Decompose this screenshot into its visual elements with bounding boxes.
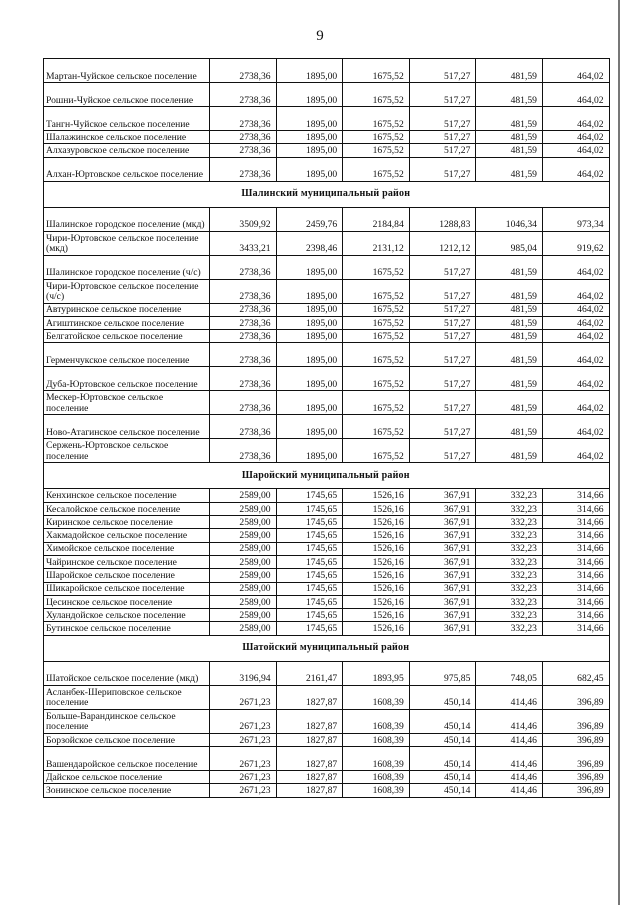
table-row xyxy=(44,661,610,685)
tariff-value-col2: 1745,65 xyxy=(276,529,343,542)
tariff-value-col5: 332,23 xyxy=(476,609,543,622)
tariff-value-col4: 517,27 xyxy=(409,157,476,181)
tariff-value-col1: 2738,36 xyxy=(210,83,277,107)
tariff-value-col3: 1675,52 xyxy=(343,316,410,329)
tariff-value-col1: 3196,94 xyxy=(210,661,277,685)
tariff-value-col5: 414,46 xyxy=(476,733,543,746)
tariff-value-col4: 517,27 xyxy=(409,316,476,329)
tariff-value-col1: 2671,23 xyxy=(210,709,277,733)
tariff-value-col2: 1895,00 xyxy=(276,316,343,329)
tariff-value-col6: 464,02 xyxy=(542,439,609,463)
tariff-value-col4: 367,91 xyxy=(409,542,476,555)
tariff-value-col1: 2589,00 xyxy=(210,555,277,568)
tariff-value-col6: 314,66 xyxy=(542,582,609,595)
tariff-value-col1: 2589,00 xyxy=(210,582,277,595)
tariff-value-col3: 1526,16 xyxy=(343,582,410,595)
tariff-value-col6: 464,02 xyxy=(542,279,609,303)
tariff-value-col6: 919,62 xyxy=(542,231,609,255)
tariff-value-col5: 481,59 xyxy=(476,157,543,181)
tariff-value-col3: 1893,95 xyxy=(343,661,410,685)
tariff-value-col4: 517,27 xyxy=(409,144,476,157)
tariff-value-col6: 314,66 xyxy=(542,609,609,622)
tariff-value-col3: 1526,16 xyxy=(343,542,410,555)
table-row xyxy=(44,771,610,784)
tariff-value-col1: 2671,23 xyxy=(210,733,277,746)
tariff-value-col1: 2738,36 xyxy=(210,107,277,131)
tariff-value-col6: 464,02 xyxy=(542,131,609,144)
tariff-value-col5: 748,05 xyxy=(476,661,543,685)
table-row xyxy=(44,391,610,415)
tariff-value-col1: 2738,36 xyxy=(210,330,277,343)
settlement-name: Зонинское сельское поселение xyxy=(44,784,210,797)
tariff-value-col4: 517,27 xyxy=(409,303,476,316)
tariff-table xyxy=(43,58,610,798)
tariff-value-col2: 1745,65 xyxy=(276,595,343,608)
table-row xyxy=(44,157,610,181)
settlement-name: Белгатойское сельское поселение xyxy=(44,330,210,343)
tariff-value-col5: 414,46 xyxy=(476,747,543,771)
table-row xyxy=(44,516,610,529)
tariff-value-col5: 481,59 xyxy=(476,391,543,415)
table-row xyxy=(44,255,610,279)
tariff-value-col1: 2671,23 xyxy=(210,747,277,771)
tariff-value-col6: 464,02 xyxy=(542,343,609,367)
tariff-value-col4: 517,27 xyxy=(409,367,476,391)
tariff-value-col6: 314,66 xyxy=(542,489,609,502)
tariff-value-col1: 2589,00 xyxy=(210,609,277,622)
settlement-name: Шикаройское сельское поселение xyxy=(44,582,210,595)
tariff-value-col4: 517,27 xyxy=(409,59,476,83)
tariff-value-col2: 1895,00 xyxy=(276,107,343,131)
tariff-value-col2: 2398,46 xyxy=(276,231,343,255)
tariff-value-col3: 1608,39 xyxy=(343,733,410,746)
settlement-name: Алхазуровское сельское поселение xyxy=(44,144,210,157)
tariff-value-col4: 975,85 xyxy=(409,661,476,685)
tariff-value-col4: 517,27 xyxy=(409,391,476,415)
tariff-value-col4: 450,14 xyxy=(409,771,476,784)
tariff-value-col1: 2589,00 xyxy=(210,622,277,635)
settlement-name: Тангн-Чуйское сельское поселение xyxy=(44,107,210,131)
table-row xyxy=(44,784,610,797)
tariff-value-col4: 367,91 xyxy=(409,529,476,542)
tariff-value-col5: 481,59 xyxy=(476,144,543,157)
tariff-value-col6: 314,66 xyxy=(542,516,609,529)
table-row xyxy=(44,502,610,515)
tariff-value-col3: 1608,39 xyxy=(343,784,410,797)
tariff-value-col1: 2738,36 xyxy=(210,391,277,415)
tariff-value-col3: 1526,16 xyxy=(343,569,410,582)
tariff-value-col3: 1608,39 xyxy=(343,685,410,709)
table-row xyxy=(44,747,610,771)
tariff-value-col5: 481,59 xyxy=(476,131,543,144)
table-row xyxy=(44,279,610,303)
table-row xyxy=(44,231,610,255)
tariff-value-col4: 367,91 xyxy=(409,609,476,622)
section-title: Шатойский муниципальный район xyxy=(44,635,610,661)
tariff-value-col1: 2738,36 xyxy=(210,131,277,144)
tariff-value-col4: 367,91 xyxy=(409,502,476,515)
tariff-value-col6: 464,02 xyxy=(542,144,609,157)
tariff-value-col4: 517,27 xyxy=(409,255,476,279)
tariff-value-col5: 481,59 xyxy=(476,343,543,367)
tariff-value-col3: 1608,39 xyxy=(343,771,410,784)
tariff-value-col2: 1895,00 xyxy=(276,83,343,107)
tariff-value-col1: 2738,36 xyxy=(210,367,277,391)
tariff-value-col4: 450,14 xyxy=(409,784,476,797)
tariff-value-col4: 517,27 xyxy=(409,439,476,463)
tariff-value-col2: 1895,00 xyxy=(276,131,343,144)
tariff-value-col1: 3509,92 xyxy=(210,207,277,231)
settlement-name: Шаройское сельское поселение xyxy=(44,569,210,582)
table-row xyxy=(44,144,610,157)
table-row xyxy=(44,622,610,635)
tariff-value-col6: 314,66 xyxy=(542,555,609,568)
settlement-name: Хакмадойское сельское поселение xyxy=(44,529,210,542)
table-row xyxy=(44,439,610,463)
tariff-value-col6: 396,89 xyxy=(542,685,609,709)
tariff-value-col5: 481,59 xyxy=(476,303,543,316)
settlement-name: Чири-Юртовское сельское поселение (ч/с) xyxy=(44,279,210,303)
tariff-value-col4: 517,27 xyxy=(409,107,476,131)
tariff-value-col4: 450,14 xyxy=(409,747,476,771)
tariff-value-col2: 1745,65 xyxy=(276,542,343,555)
tariff-value-col5: 481,59 xyxy=(476,59,543,83)
section-title: Шалинский муниципальный район xyxy=(44,181,610,207)
tariff-value-col5: 481,59 xyxy=(476,316,543,329)
tariff-value-col2: 1895,00 xyxy=(276,343,343,367)
tariff-value-col2: 1895,00 xyxy=(276,439,343,463)
tariff-value-col1: 2671,23 xyxy=(210,685,277,709)
tariff-value-col1: 2589,00 xyxy=(210,489,277,502)
tariff-value-col5: 332,23 xyxy=(476,542,543,555)
table-row xyxy=(44,131,610,144)
table-row xyxy=(44,367,610,391)
tariff-value-col6: 464,02 xyxy=(542,83,609,107)
tariff-value-col6: 396,89 xyxy=(542,771,609,784)
tariff-value-col1: 2738,36 xyxy=(210,59,277,83)
settlement-name: Сержень-Юртовское сельское поселение xyxy=(44,439,210,463)
tariff-value-col2: 1745,65 xyxy=(276,555,343,568)
tariff-value-col5: 481,59 xyxy=(476,415,543,439)
tariff-value-col5: 332,23 xyxy=(476,595,543,608)
tariff-value-col1: 2738,36 xyxy=(210,144,277,157)
settlement-name: Цесинское сельское поселение xyxy=(44,595,210,608)
tariff-value-col3: 1526,16 xyxy=(343,529,410,542)
settlement-name: Шатойское сельское поселение (мкд) xyxy=(44,661,210,685)
tariff-value-col6: 314,66 xyxy=(542,622,609,635)
tariff-value-col3: 1675,52 xyxy=(343,83,410,107)
tariff-value-col4: 367,91 xyxy=(409,595,476,608)
table-row xyxy=(44,709,610,733)
tariff-value-col6: 396,89 xyxy=(542,747,609,771)
tariff-value-col4: 450,14 xyxy=(409,733,476,746)
tariff-value-col2: 1895,00 xyxy=(276,279,343,303)
tariff-value-col5: 1046,34 xyxy=(476,207,543,231)
tariff-value-col3: 1526,16 xyxy=(343,622,410,635)
tariff-value-col5: 332,23 xyxy=(476,489,543,502)
tariff-value-col2: 1895,00 xyxy=(276,144,343,157)
tariff-value-col4: 367,91 xyxy=(409,569,476,582)
tariff-value-col3: 1526,16 xyxy=(343,489,410,502)
tariff-value-col3: 2184,84 xyxy=(343,207,410,231)
settlement-name: Кесалойское сельское поселение xyxy=(44,502,210,515)
tariff-value-col1: 2671,23 xyxy=(210,784,277,797)
tariff-value-col6: 464,02 xyxy=(542,303,609,316)
tariff-value-col3: 1526,16 xyxy=(343,516,410,529)
tariff-value-col4: 367,91 xyxy=(409,622,476,635)
tariff-value-col4: 517,27 xyxy=(409,131,476,144)
tariff-value-col3: 1675,52 xyxy=(343,59,410,83)
tariff-value-col1: 2671,23 xyxy=(210,771,277,784)
tariff-value-col4: 517,27 xyxy=(409,343,476,367)
tariff-value-col1: 2589,00 xyxy=(210,529,277,542)
settlement-name: Борзойское сельское поселение xyxy=(44,733,210,746)
settlement-name: Больше-Варандинское сельское поселение xyxy=(44,709,210,733)
tariff-value-col6: 464,02 xyxy=(542,330,609,343)
settlement-name: Агиштинское сельское поселение xyxy=(44,316,210,329)
settlement-name: Хуландойское сельское поселение xyxy=(44,609,210,622)
tariff-value-col3: 1675,52 xyxy=(343,157,410,181)
tariff-value-col1: 2589,00 xyxy=(210,569,277,582)
tariff-value-col5: 332,23 xyxy=(476,516,543,529)
tariff-value-col2: 1895,00 xyxy=(276,157,343,181)
table-row xyxy=(44,107,610,131)
settlement-name: Асланбек-Шериповское сельское поселение xyxy=(44,685,210,709)
settlement-name: Мескер-Юртовское сельское поселение xyxy=(44,391,210,415)
table-row xyxy=(44,59,610,83)
tariff-value-col3: 1675,52 xyxy=(343,303,410,316)
tariff-value-col1: 2589,00 xyxy=(210,542,277,555)
settlement-name: Шалинское городское поселение (ч/с) xyxy=(44,255,210,279)
tariff-value-col3: 1675,52 xyxy=(343,343,410,367)
tariff-value-col1: 2589,00 xyxy=(210,595,277,608)
tariff-value-col6: 464,02 xyxy=(542,391,609,415)
tariff-value-col4: 517,27 xyxy=(409,83,476,107)
table-row xyxy=(44,609,610,622)
tariff-value-col6: 396,89 xyxy=(542,733,609,746)
tariff-value-col1: 2589,00 xyxy=(210,502,277,515)
tariff-value-col3: 1675,52 xyxy=(343,144,410,157)
settlement-name: Бутинское сельское поселение xyxy=(44,622,210,635)
tariff-value-col3: 1675,52 xyxy=(343,279,410,303)
tariff-value-col6: 464,02 xyxy=(542,415,609,439)
tariff-value-col5: 414,46 xyxy=(476,784,543,797)
tariff-value-col1: 2738,36 xyxy=(210,279,277,303)
settlement-name: Рошни-Чуйское сельское поселение xyxy=(44,83,210,107)
table-row xyxy=(44,595,610,608)
tariff-value-col5: 985,04 xyxy=(476,231,543,255)
tariff-value-col4: 367,91 xyxy=(409,582,476,595)
settlement-name: Алхан-Юртовское сельское поселение xyxy=(44,157,210,181)
section-header-row xyxy=(44,463,610,489)
tariff-value-col5: 481,59 xyxy=(476,279,543,303)
tariff-value-col3: 1675,52 xyxy=(343,330,410,343)
tariff-value-col1: 2738,36 xyxy=(210,415,277,439)
table-row xyxy=(44,542,610,555)
tariff-value-col5: 332,23 xyxy=(476,569,543,582)
tariff-value-col3: 1526,16 xyxy=(343,502,410,515)
section-header-row xyxy=(44,181,610,207)
tariff-value-col2: 1745,65 xyxy=(276,569,343,582)
tariff-value-col6: 396,89 xyxy=(542,784,609,797)
tariff-value-col3: 2131,12 xyxy=(343,231,410,255)
tariff-value-col6: 464,02 xyxy=(542,367,609,391)
settlement-name: Киринское сельское поселение xyxy=(44,516,210,529)
tariff-value-col3: 1526,16 xyxy=(343,555,410,568)
tariff-value-col1: 2738,36 xyxy=(210,255,277,279)
table-row xyxy=(44,303,610,316)
tariff-value-col4: 1288,83 xyxy=(409,207,476,231)
tariff-value-col6: 682,45 xyxy=(542,661,609,685)
tariff-value-col4: 517,27 xyxy=(409,415,476,439)
tariff-value-col3: 1608,39 xyxy=(343,709,410,733)
settlement-name: Ново-Атагинское сельское поселение xyxy=(44,415,210,439)
tariff-value-col3: 1675,52 xyxy=(343,367,410,391)
settlement-name: Дуба-Юртовское сельское поселение xyxy=(44,367,210,391)
tariff-value-col1: 2589,00 xyxy=(210,516,277,529)
table-row xyxy=(44,569,610,582)
tariff-value-col6: 314,66 xyxy=(542,542,609,555)
settlement-name: Вашендаройское сельское поселение xyxy=(44,747,210,771)
tariff-value-col5: 332,23 xyxy=(476,555,543,568)
tariff-value-col4: 517,27 xyxy=(409,279,476,303)
tariff-value-col3: 1675,52 xyxy=(343,131,410,144)
tariff-value-col2: 1827,87 xyxy=(276,733,343,746)
tariff-value-col2: 1827,87 xyxy=(276,709,343,733)
tariff-value-col2: 1745,65 xyxy=(276,609,343,622)
table-row xyxy=(44,555,610,568)
tariff-value-col6: 464,02 xyxy=(542,316,609,329)
tariff-value-col2: 2161,47 xyxy=(276,661,343,685)
tariff-value-col2: 1827,87 xyxy=(276,784,343,797)
settlement-name: Шалинское городское поселение (мкд) xyxy=(44,207,210,231)
tariff-value-col2: 1827,87 xyxy=(276,771,343,784)
settlement-name: Шалажинское сельское поселение xyxy=(44,131,210,144)
table-row xyxy=(44,330,610,343)
tariff-value-col5: 481,59 xyxy=(476,439,543,463)
table-row xyxy=(44,316,610,329)
section-header-row xyxy=(44,635,610,661)
table-row xyxy=(44,343,610,367)
table-row xyxy=(44,207,610,231)
table-row xyxy=(44,685,610,709)
tariff-value-col2: 1827,87 xyxy=(276,685,343,709)
tariff-value-col5: 332,23 xyxy=(476,529,543,542)
tariff-value-col2: 1895,00 xyxy=(276,255,343,279)
tariff-value-col3: 1526,16 xyxy=(343,595,410,608)
tariff-value-col6: 314,66 xyxy=(542,502,609,515)
tariff-value-col6: 464,02 xyxy=(542,107,609,131)
tariff-value-col5: 414,46 xyxy=(476,685,543,709)
settlement-name: Дайское сельское поселение xyxy=(44,771,210,784)
tariff-value-col2: 1745,65 xyxy=(276,489,343,502)
settlement-name: Мартан-Чуйское сельское поселение xyxy=(44,59,210,83)
tariff-value-col6: 314,66 xyxy=(542,529,609,542)
tariff-value-col2: 2459,76 xyxy=(276,207,343,231)
tariff-value-col4: 367,91 xyxy=(409,555,476,568)
section-title: Шаройский муниципальный район xyxy=(44,463,610,489)
tariff-table-body xyxy=(44,59,610,798)
table-row xyxy=(44,733,610,746)
tariff-value-col5: 481,59 xyxy=(476,83,543,107)
tariff-value-col4: 450,14 xyxy=(409,685,476,709)
settlement-name: Автуринское сельское поселение xyxy=(44,303,210,316)
tariff-value-col1: 2738,36 xyxy=(210,316,277,329)
tariff-value-col1: 2738,36 xyxy=(210,303,277,316)
tariff-value-col1: 3433,21 xyxy=(210,231,277,255)
tariff-value-col4: 367,91 xyxy=(409,516,476,529)
tariff-value-col3: 1608,39 xyxy=(343,747,410,771)
tariff-value-col2: 1745,65 xyxy=(276,582,343,595)
tariff-value-col1: 2738,36 xyxy=(210,157,277,181)
tariff-value-col4: 1212,12 xyxy=(409,231,476,255)
tariff-value-col2: 1895,00 xyxy=(276,303,343,316)
tariff-value-col2: 1895,00 xyxy=(276,391,343,415)
tariff-value-col2: 1895,00 xyxy=(276,415,343,439)
tariff-value-col3: 1675,52 xyxy=(343,255,410,279)
tariff-value-col6: 464,02 xyxy=(542,157,609,181)
tariff-value-col6: 396,89 xyxy=(542,709,609,733)
table-row xyxy=(44,83,610,107)
tariff-value-col6: 464,02 xyxy=(542,59,609,83)
tariff-value-col4: 450,14 xyxy=(409,709,476,733)
page-number: 9 xyxy=(316,28,324,44)
tariff-value-col5: 481,59 xyxy=(476,367,543,391)
tariff-value-col2: 1745,65 xyxy=(276,622,343,635)
tariff-value-col6: 314,66 xyxy=(542,595,609,608)
settlement-name: Чайринское сельское поселение xyxy=(44,555,210,568)
tariff-value-col1: 2738,36 xyxy=(210,343,277,367)
tariff-value-col2: 1895,00 xyxy=(276,330,343,343)
tariff-value-col3: 1675,52 xyxy=(343,391,410,415)
scan-edge-line xyxy=(618,0,620,905)
tariff-value-col3: 1675,52 xyxy=(343,415,410,439)
tariff-value-col5: 332,23 xyxy=(476,622,543,635)
settlement-name: Чири-Юртовское сельское поселение (мкд) xyxy=(44,231,210,255)
tariff-value-col5: 414,46 xyxy=(476,709,543,733)
tariff-value-col5: 332,23 xyxy=(476,502,543,515)
tariff-value-col5: 414,46 xyxy=(476,771,543,784)
table-row xyxy=(44,529,610,542)
table-row xyxy=(44,489,610,502)
tariff-value-col2: 1745,65 xyxy=(276,502,343,515)
tariff-value-col5: 481,59 xyxy=(476,255,543,279)
tariff-value-col2: 1895,00 xyxy=(276,59,343,83)
table-row xyxy=(44,415,610,439)
tariff-value-col6: 464,02 xyxy=(542,255,609,279)
tariff-value-col5: 481,59 xyxy=(476,330,543,343)
tariff-value-col5: 481,59 xyxy=(476,107,543,131)
tariff-value-col2: 1745,65 xyxy=(276,516,343,529)
tariff-value-col3: 1675,52 xyxy=(343,439,410,463)
settlement-name: Герменчукское сельское поселение xyxy=(44,343,210,367)
tariff-value-col3: 1675,52 xyxy=(343,107,410,131)
tariff-value-col6: 973,34 xyxy=(542,207,609,231)
tariff-value-col1: 2738,36 xyxy=(210,439,277,463)
tariff-value-col3: 1526,16 xyxy=(343,609,410,622)
settlement-name: Химойское сельское поселение xyxy=(44,542,210,555)
tariff-value-col2: 1827,87 xyxy=(276,747,343,771)
tariff-value-col4: 367,91 xyxy=(409,489,476,502)
tariff-value-col4: 517,27 xyxy=(409,330,476,343)
tariff-value-col2: 1895,00 xyxy=(276,367,343,391)
table-row xyxy=(44,582,610,595)
tariff-value-col6: 314,66 xyxy=(542,569,609,582)
tariff-value-col5: 332,23 xyxy=(476,582,543,595)
settlement-name: Кенхинское сельское поселение xyxy=(44,489,210,502)
